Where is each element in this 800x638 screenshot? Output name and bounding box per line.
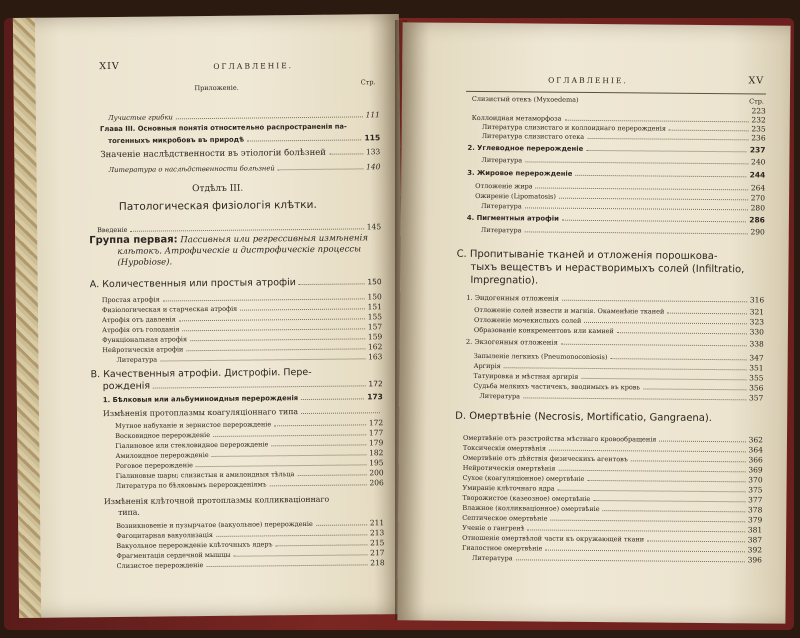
- section-heading-c: C. Пропитываніе тканей и отложенія порошковa-: [456, 248, 718, 263]
- toc-entry: Роговое перерожденіе 195: [115, 458, 384, 470]
- toc-entry: Умираніе клѣточнаго ядра 375: [462, 483, 763, 495]
- toc-entry: Вакуольное перерожденіе клѣточныхъ ядеръ 215: [116, 538, 385, 550]
- toc-entry: Судьба мелкихъ частичекъ, вводимыхъ въ кровь 356: [473, 381, 764, 393]
- toc-entry: Введеніе 145: [97, 222, 382, 235]
- toc-entry: 223: [751, 106, 766, 116]
- group-heading: Группа первая: Пассивныя или регрессивныя измѣненія клѣтокъ. Атрофическіе и дистрофическіе процессы (Hypobiose).: [89, 233, 369, 268]
- toc-entry: Литература слизистаго и коллоиднаго перерожденія 235: [481, 123, 766, 134]
- toc-entry: Функціональная атрофія 159: [102, 332, 383, 345]
- running-title: ОГЛАВЛЕНІЕ.: [548, 75, 628, 86]
- toc-entry: Слизистый отекъ (Myxoedema): [471, 94, 579, 104]
- toc-entry: Нейротическія омертвѣнія 369: [462, 463, 763, 475]
- toc-entry: Литература о наслѣдственности болѣзней 140: [108, 162, 381, 175]
- toc-entry: Литература 290: [480, 226, 765, 237]
- toc-entry: 3. Жировое перерожденіе 244: [467, 168, 766, 180]
- toc-entry: Гіалиновое или стекловидное перерожденіе 179: [115, 438, 384, 450]
- right-page: [397, 22, 790, 623]
- toc-entry: Татуировка и мѣстная аргирія 355: [473, 371, 764, 383]
- toc-entry: Восковидное перерожденіе 177: [115, 428, 384, 440]
- section-heading-c: Impregnatio).: [470, 274, 539, 287]
- toc-entry: Образованіе конкрементовъ или камней 330: [473, 325, 764, 337]
- toc-entry: Слизистое перерожденіе 218: [116, 558, 385, 570]
- toc-entry: Атрофія отъ голоданія 157: [102, 322, 383, 335]
- toc-entry: Омертвѣніе отъ дѣйствія физическихъ агентовъ 366: [462, 453, 763, 465]
- section-title: Отдѣлъ III.: [192, 183, 244, 195]
- toc-entry: Отложеніе жира 264: [475, 181, 766, 193]
- toc-entry: Глава III. Основныя понятія относительно распространенія па-: [99, 122, 347, 134]
- section-heading-c: тыхъ веществъ и нерастворимыхъ солей (Infiltratio,: [470, 261, 745, 276]
- toc-entry: Измѣненія протоплазмы коагуляціоннаго типа: [57, 406, 383, 418]
- page-number: XIV: [99, 60, 120, 73]
- toc-entry: Гиалостное омертвѣніе 392: [461, 543, 763, 555]
- header-rule: [466, 91, 766, 95]
- section-heading-d: D. Омертвѣніе (Necrosis, Mortificatio, Gangraena).: [455, 410, 713, 425]
- toc-entry: Сухое (коагуляціонное) омертвѣніе 370: [462, 473, 763, 485]
- toc-entry: рожденія 172: [102, 379, 383, 393]
- toc-entry: Отношеніе омертвѣлой части къ окружающей ткани 387: [462, 533, 763, 545]
- toc-entry: Литература слизистаго отека 236: [481, 132, 766, 143]
- toc-entry: Возникновеніе и пузырчатое (вакуольное) перерожденіе 211: [116, 518, 385, 530]
- toc-entry: 2. Углеводное перерожденіе 237: [467, 143, 766, 155]
- toc-entry: типа.: [118, 507, 140, 517]
- str-label: Стр.: [360, 78, 376, 87]
- toc-entry: Фрагментація сердечной мышцы 217: [116, 548, 385, 560]
- toc-entry: Лучистые грибки 111: [107, 110, 380, 123]
- toc-entry: Литература по бѣлковымъ перерожденіямъ 206: [115, 478, 384, 490]
- toc-entry: 2. Экзогенныя отложенія 338: [465, 337, 764, 349]
- toc-entry: Отложеніе мочекислыхъ солей 323: [473, 315, 765, 327]
- toc-entry: 1. Бѣлковыя или альбуминоидныя перерожденія 173: [102, 392, 383, 405]
- toc-entry: Септическое омертвѣніе 379: [462, 513, 763, 525]
- toc-entry: Мутное набуханіе и зернистое перерожденіе 172: [115, 418, 384, 430]
- toc-entry: Литература 280: [480, 202, 766, 213]
- page-number: XV: [748, 75, 765, 87]
- toc-entry: Атрофія отъ давленія 155: [101, 312, 383, 325]
- str-label: Стр.: [749, 97, 764, 106]
- toc-entry: Физіологическая и старческая атрофія 151: [101, 302, 382, 315]
- toc-entry: Влажное (колликваціонное) омертвѣніе 378: [462, 503, 763, 515]
- toc-entry: Гіалиновые шары; слизистыя и амилоидныя тѣльца 200: [115, 468, 384, 480]
- toc-entry: Омертвѣніе отъ разстройства мѣстнаго кровообращенія 362: [462, 433, 764, 445]
- toc-entry: А. Количественныя или простыя атрофіи 150: [89, 277, 382, 291]
- appendix-title: Приложеніе.: [194, 83, 239, 93]
- toc-entry: Литература 396: [471, 553, 762, 565]
- toc-entry: Амилоидное перерожденіе 182: [115, 448, 384, 460]
- toc-entry: тогенныхъ микробовъ въ природѣ 115: [108, 133, 381, 146]
- toc-entry: Литература 163: [116, 352, 383, 364]
- toc-entry: Ученіе о гангренѣ 381: [462, 523, 763, 535]
- toc-entry: 1. Эндогенныя отложенія 316: [466, 293, 765, 305]
- toc-entry: Простая атрофія 150: [101, 292, 382, 305]
- toc-entry: Аргирія 351: [473, 361, 764, 373]
- left-page: [13, 14, 405, 618]
- toc-entry: 4. Пигментныя атрофіи 286: [466, 213, 765, 225]
- toc-entry: Литература 357: [479, 392, 764, 403]
- toc-entry: B. Качественныя атрофіи. Дистрофіи. Пере-: [90, 366, 312, 381]
- toc-entry: Фагоцитарная вакуолизація 213: [116, 528, 385, 540]
- toc-entry: Значеніе наслѣдственности въ этіологіи болѣзней 133: [100, 147, 381, 161]
- toc-entry: Литература 240: [481, 156, 766, 167]
- toc-entry: Запыленіе легкихъ (Pneumonoconiosis) 347: [473, 351, 764, 363]
- toc-entry: Ожиреніе (Lipomatosis) 270: [475, 191, 766, 203]
- toc-entry: Измѣненія клѣточной протоплазмы колликваціоннаго: [103, 494, 330, 507]
- toc-entry: Творожистое (казеозное) омертвѣніе 377: [462, 493, 763, 505]
- toc-entry: Коллоидная метаморфоза 232: [471, 113, 766, 125]
- running-title: ОГЛАВЛЕНІЕ.: [213, 61, 294, 71]
- toc-entry: Токсическія омертвѣнія 364: [462, 443, 763, 455]
- toc-entry: Отложеніе солей извести и магнія. Окаменѣніе тканей 321: [474, 305, 765, 317]
- section-subtitle: Патологическая физіологія клѣтки.: [118, 198, 317, 213]
- toc-entry: Нейротическія атрофіи 162: [102, 342, 383, 355]
